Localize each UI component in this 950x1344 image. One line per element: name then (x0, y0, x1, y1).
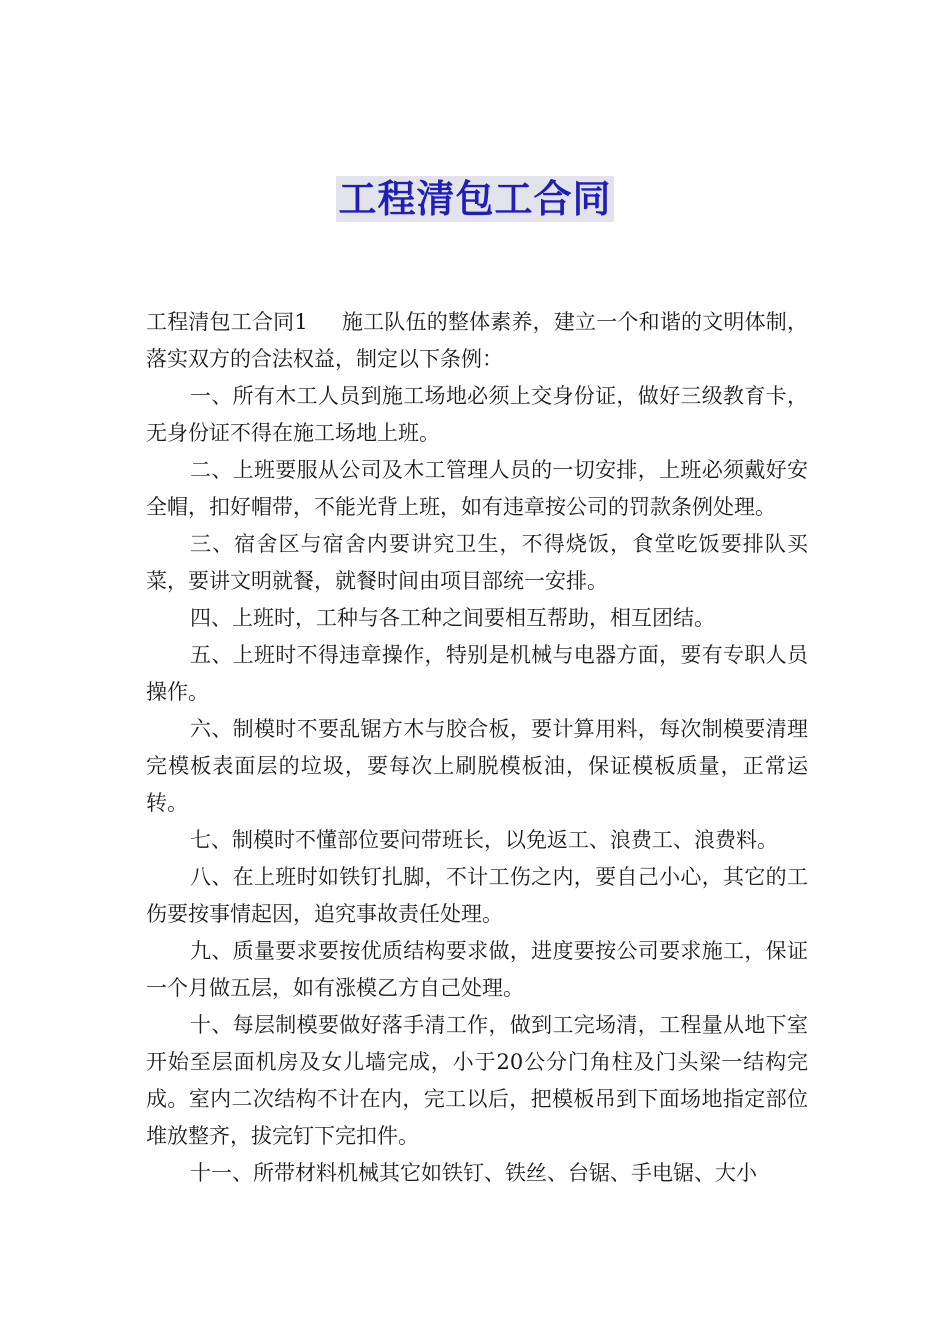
clause-7: 七、制模时不懂部位要问带班长，以免返工、浪费工、浪费料。 (190, 828, 778, 852)
clause-10: 十、每层制模要做好落手清工作，做到工完场清，工程量从地下室开始至层面机房及女儿墙完成，小于20公分门角柱及门头梁一结构完成。室内二次结构不计在内，完工以后，把模板吊到下面场地指定部位堆放整齐，拔完钉下完扣件。 (146, 1013, 808, 1148)
clause-1: 一、所有木工人员到施工场地必须上交身份证，做好三级教育卡，无身份证不得在施工场地上班。 (146, 384, 808, 445)
intro-text: 施工队伍的整体素养，建立一个和谐的文明体制，落实双方的合法权益，制定以下条例： (146, 310, 808, 371)
clause-3: 三、宿舍区与宿舍内要讲究卫生，不得烧饭，食堂吃饭要排队买菜，要讲文明就餐，就餐时间由项目部统一安排。 (146, 532, 808, 593)
document-title: 工程清包工合同 (338, 177, 612, 221)
clause-2: 二、上班要服从公司及木工管理人员的一切安排，上班必须戴好安全帽，扣好帽带，不能光背上班，如有违章按公司的罚款条例处理。 (146, 458, 808, 519)
document-body (146, 304, 808, 1192)
clause-5: 五、上班时不得违章操作，特别是机械与电器方面，要有专职人员操作。 (146, 643, 808, 704)
title-container (0, 176, 950, 222)
clause-6: 六、制模时不要乱锯方木与胶合板，要计算用料，每次制模要清理完模板表面层的垃圾，要每次上刷脱模板油，保证模板质量，正常运转。 (146, 717, 808, 815)
clause-8: 八、在上班时如铁钉扎脚，不计工伤之内，要自己小心，其它的工伤要按事情起因，追究事故责任处理。 (146, 865, 808, 926)
clause-4: 四、上班时，工种与各工种之间要相互帮助，相互团结。 (190, 606, 715, 630)
clause-9: 九、质量要求要按优质结构要求做，进度要按公司要求施工，保证一个月做五层，如有涨模乙方自己处理。 (146, 939, 808, 1000)
intro-label: 工程清包工合同1 (146, 310, 308, 334)
intro-paragraph (146, 304, 808, 378)
clause-11: 十一、所带材料机械其它如铁钉、铁丝、台锯、手电锯、大小 (190, 1161, 757, 1185)
